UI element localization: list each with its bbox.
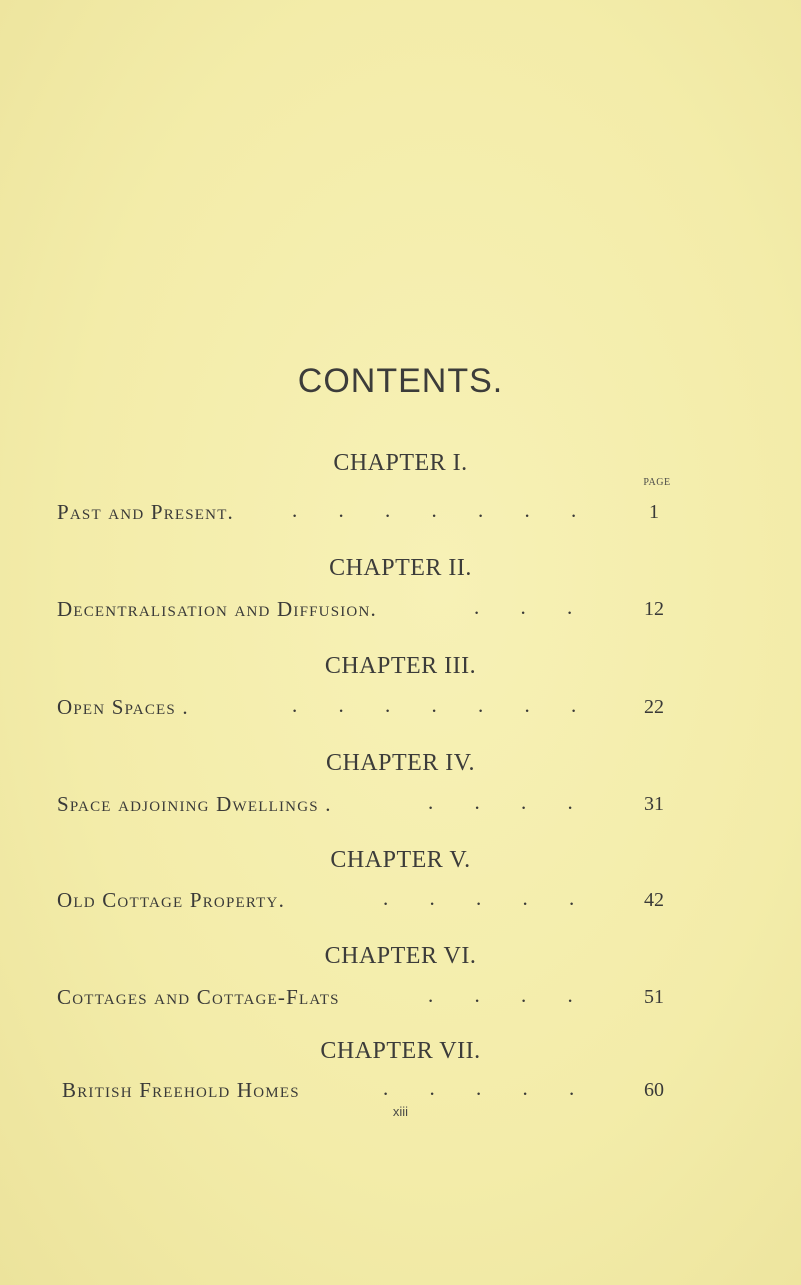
page-column-label: PAGE [643, 477, 671, 488]
toc-entry-title: Old Cottage Property. [57, 888, 286, 912]
toc-leader-dots: . . . . [428, 790, 591, 814]
toc-page-number: 60 [644, 1079, 664, 1101]
toc-page-number: 51 [644, 986, 664, 1008]
toc-leader-dots: . . . . . . . [292, 693, 595, 717]
toc-entry-title: British Freehold Homes [62, 1078, 300, 1102]
toc-leader-dots: . . . . . [383, 886, 593, 910]
toc-page-number: 31 [644, 793, 664, 815]
toc-entry-title: Space adjoining Dwellings . [57, 792, 332, 816]
toc-leader-dots: . . . . [428, 983, 591, 1007]
toc-leader-dots: . . . . . . . [292, 498, 595, 522]
toc-entry-title: Cottages and Cottage-Flats [57, 985, 340, 1009]
toc-page-number: 42 [644, 889, 664, 911]
toc-leader-dots: . . . . . [383, 1076, 593, 1100]
chapter-heading: CHAPTER I. [333, 450, 468, 476]
page-folio: xiii [392, 1104, 409, 1119]
toc-page-number: 1 [649, 501, 659, 523]
page-title: CONTENTS. [297, 362, 504, 400]
toc-leader-dots: . . . [474, 595, 591, 619]
toc-page-number: 22 [644, 696, 664, 718]
toc-page-number: 12 [644, 598, 664, 620]
toc-entry-title: Past and Present. [57, 500, 235, 524]
chapter-heading: CHAPTER VII. [320, 1038, 481, 1064]
chapter-heading: CHAPTER V. [330, 847, 471, 873]
chapter-heading: CHAPTER IV. [325, 750, 476, 776]
chapter-heading: CHAPTER II. [329, 555, 472, 581]
chapter-heading: CHAPTER III. [324, 653, 477, 679]
toc-entry-title: Decentralisation and Diffusion. [57, 597, 377, 621]
chapter-heading: CHAPTER VI. [324, 943, 477, 969]
toc-entry-title: Open Spaces . [57, 695, 189, 719]
